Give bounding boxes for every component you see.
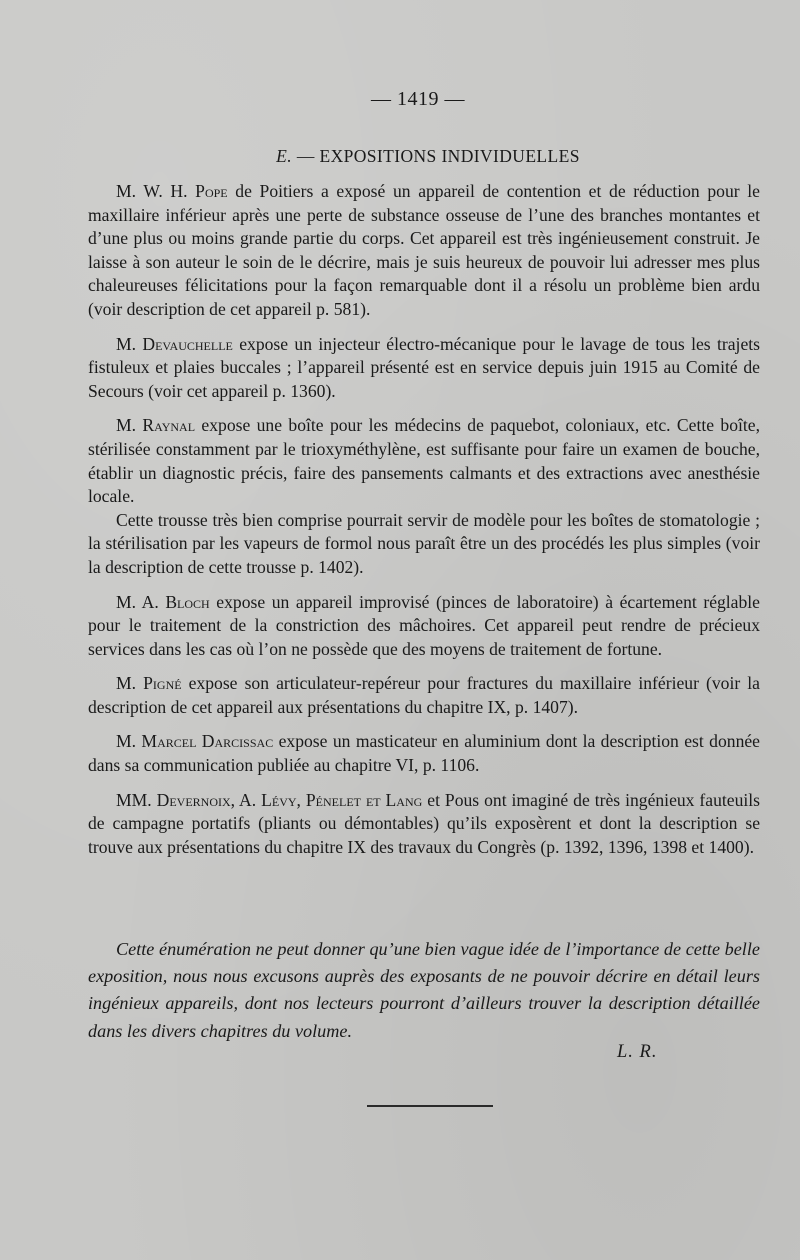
section-letter: E.	[276, 146, 293, 166]
exhibitor-name: M. Raynal	[116, 415, 196, 436]
paragraph-trousse	[88, 509, 760, 580]
section-title: — EXPOSITIONS INDIVIDUELLES	[292, 146, 580, 166]
paragraph-devernoix	[88, 789, 760, 860]
exhibitor-name: M. W. H. Pope	[116, 181, 228, 201]
paragraph-text: et Pous ont imaginé de très ingénieux fauteuils de campagne portatifs (pliants ou démontables) qu’ils exposèrent et dont la description se trouve aux présentations du chapitre IX des travaux du Congrès (p. 1392, 1396, 1398 et 1400).	[88, 789, 761, 857]
paragraph-pope	[88, 180, 760, 322]
paragraph-devauchelle	[88, 333, 760, 404]
signature: L. R.	[617, 1042, 658, 1062]
body-text	[88, 180, 760, 859]
exhibitor-name: M. A. Bloch	[116, 591, 210, 612]
paragraph-text: expose un masticateur en aluminium dont la description est donnée dans sa communication publiée au chapitre VI, p. 1106.	[88, 731, 760, 776]
exhibitor-name: M. Marcel Darcissac	[116, 731, 274, 752]
closing-rule	[367, 1105, 493, 1107]
paragraph-pigne	[88, 672, 760, 719]
paragraph-text: expose un injecteur électro-mécanique pour le lavage de tous les trajets fistuleux et plaies buccales ; l’appareil présenté est en service depuis juin 1915 au Comité de Secours (voir cet appareil p. 1360).	[88, 333, 760, 401]
paragraph-text: Cette trousse très bien comprise pourrait servir de modèle pour les boîtes de stomatologie ; la stérilisation par les vapeurs de formol nous paraît être un des procédés les plus simples (voir la description de cette trousse p. 1402).	[88, 509, 760, 577]
paragraph-text: expose une boîte pour les médecins de paquebot, coloniaux, etc. Cette boîte, stérilisée constamment par le trioxyméthylène, est suffisante pour faire un examen de bouche, établir un diagnostic précis, faire des pansements calmants et des extractions avec anesthésie locale.	[88, 415, 760, 507]
exhibitor-name: M. Pigné	[116, 673, 182, 694]
paragraph-text: expose un appareil improvisé (pinces de laboratoire) à écartement réglable pour le traitement de la constriction des mâchoires. Cet appareil peut rendre de précieux services dans les cas où l’on ne possède que des moyens de traitement de fortune.	[88, 591, 760, 659]
paragraph-text: expose son articulateur-repéreur pour fractures du maxillaire inférieur (voir la description de cet appareil aux présentations du chapitre IX, p. 1407).	[88, 673, 760, 717]
paragraph-raynal	[88, 414, 760, 508]
page-number: — 1419 —	[371, 88, 465, 110]
section-heading	[0, 146, 800, 167]
exhibitor-name: MM. Devernoix, A. Lévy, Pénelet et Lang	[116, 789, 423, 810]
paragraph-darcissac	[88, 730, 760, 777]
closing-paragraph: Cette énumération ne peut donner qu’une bien vague idée de l’importance de cette belle exposition, nous nous excusons auprès des exposants de ne pouvoir décrire en détail leurs ingénieux appareils, dont nos lecteurs pourront d’ailleurs trouver la description détaillée dans les divers chapitres du volume.	[88, 939, 760, 1041]
exhibitor-name: M. Devauchelle	[116, 333, 233, 354]
paragraph-bloch	[88, 591, 760, 662]
paragraph-text: de Poitiers a exposé un appareil de contention et de réduction pour le maxillaire inférieur après une perte de substance osseuse de l’une des branches montantes et d’une plus ou moins grande partie du corps. Cet appareil est très ingénieusement construit. Je laisse à son auteur le soin de le décrire, mais je suis heureux de pouvoir lui adresser mes plus chaleureuses félicitations pour la façon remarquable dont il a résolu un problème bien ardu (voir description de cet appareil p. 581).	[88, 181, 760, 319]
